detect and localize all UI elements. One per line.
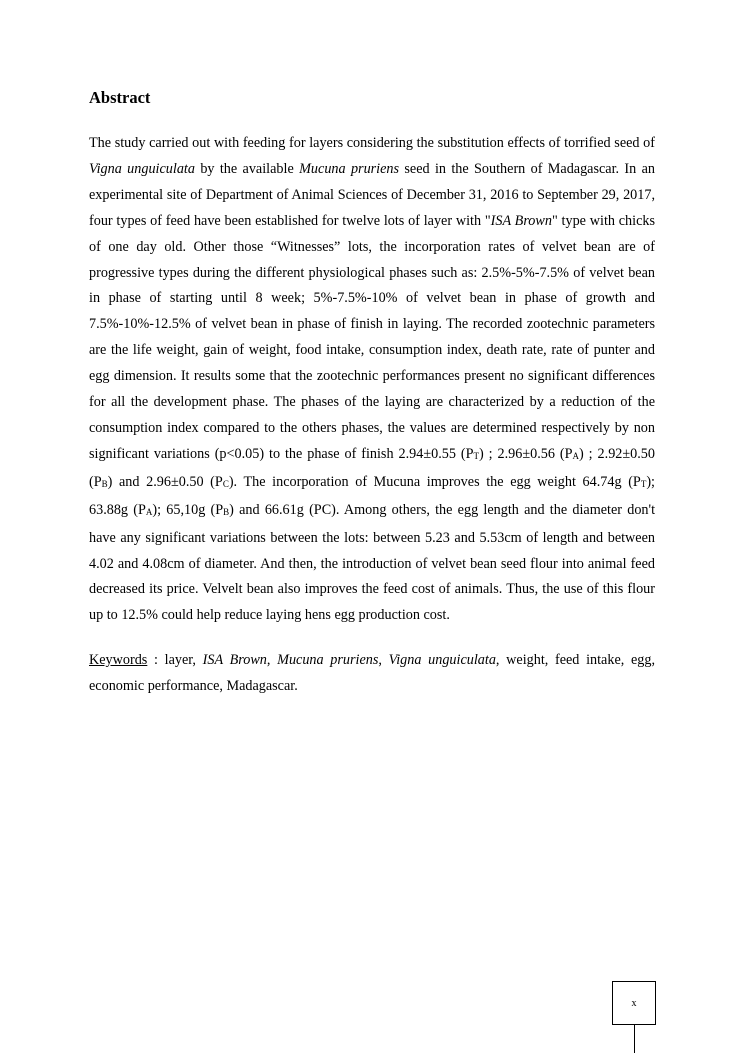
keywords-separator: : layer,	[147, 652, 203, 668]
abstract-text-6: ) ; 2.92±0.50 (P	[89, 445, 655, 490]
abstract-text-7: ) and 2.96±0.50 (P	[107, 473, 223, 490]
abstract-text-5: ) ; 2.96±0.56 (P	[478, 445, 573, 462]
subscript-c: C	[222, 478, 229, 489]
page-number-rule	[634, 1024, 635, 1053]
page-number: x	[631, 997, 637, 1009]
abstract-text-9: ); 63.88g (P	[89, 473, 655, 518]
keyword-comma: ,	[266, 652, 278, 668]
keyword-vigna: Vigna unguiculata	[388, 652, 496, 668]
abstract-text-4: " type with chicks of one day old. Other those “Witnesses” lots, the incorporation rates of velvet bean are of progressive types during the different physiological phases such as: 2.5%-5%-7.5% of velvet bean in phase of starting until 8 week; 5%-7.5%-10% of velvet bean in phase of growth and 7.5%-10%-12.5% of velvet bean in phase of finish in laying. The recorded zootechnic parameters are the life weight, gain of weight, food intake, consumption index, death rate, rate of punter and egg dimension. It results some that the zootechnic performances present no significant differences for all the development phase. The phases of the laying are characterized by a reduction of the consumption index compared to the others phases, the values are determined respectively by non significant variations (p<0.05) to the phase of finish 2.94±0.55 (P	[89, 212, 656, 462]
page-number-box	[612, 981, 656, 1025]
subscript-t: T	[473, 450, 479, 461]
abstract-text-10: ); 65,10g (P	[152, 501, 224, 518]
keywords-paragraph	[89, 648, 655, 700]
keyword-isa-brown: ISA Brown	[202, 652, 267, 668]
subscript-b: B	[101, 478, 108, 489]
subscript-a: A	[145, 506, 153, 517]
keywords-label: Keywords	[89, 652, 148, 668]
breed-isa-brown: ISA Brown	[490, 212, 552, 229]
subscript-t: T	[640, 478, 647, 489]
subscript-b: B	[223, 506, 230, 517]
species-vigna: Vigna unguiculata	[89, 160, 195, 177]
species-mucuna: Mucuna pruriens	[299, 160, 400, 177]
keyword-comma: ,	[378, 652, 389, 668]
abstract-text-2: by the available	[194, 160, 300, 177]
abstract-text-11: ) and 66.61g (PC). Among others, the egg length and the diameter don't have any significant variations between the lots: between 5.23 and 5.53cm of length and between 4.02 and 4.08cm of diameter. And then, the introduction of velvet bean seed flour into animal feed decreased its price. Velvelt bean also improves the feed cost of animals. Thus, the use of this flour up to 12.5% could help reduce laying hens egg production cost.	[89, 501, 656, 624]
abstract-text-3: seed in the Southern of Madagascar. In an experimental site of Department of Animal Sciences of December 31, 2016 to September 29, 2017, four types of feed have been established for twelve lots of layer with "	[89, 160, 655, 229]
abstract-text-1: The study carried out with feeding for layers considering the substitution effects of torrified seed of	[89, 135, 655, 151]
keywords-rest: , weight, feed intake, egg, economic performance, Madagascar.	[89, 652, 656, 694]
keyword-mucuna: Mucuna pruriens	[277, 652, 379, 668]
subscript-a: A	[572, 450, 580, 461]
abstract-text-8: ). The incorporation of Mucuna improves the egg weight 64.74g (P	[228, 473, 641, 490]
abstract-paragraph	[89, 131, 655, 629]
abstract-heading: Abstract	[89, 88, 151, 107]
